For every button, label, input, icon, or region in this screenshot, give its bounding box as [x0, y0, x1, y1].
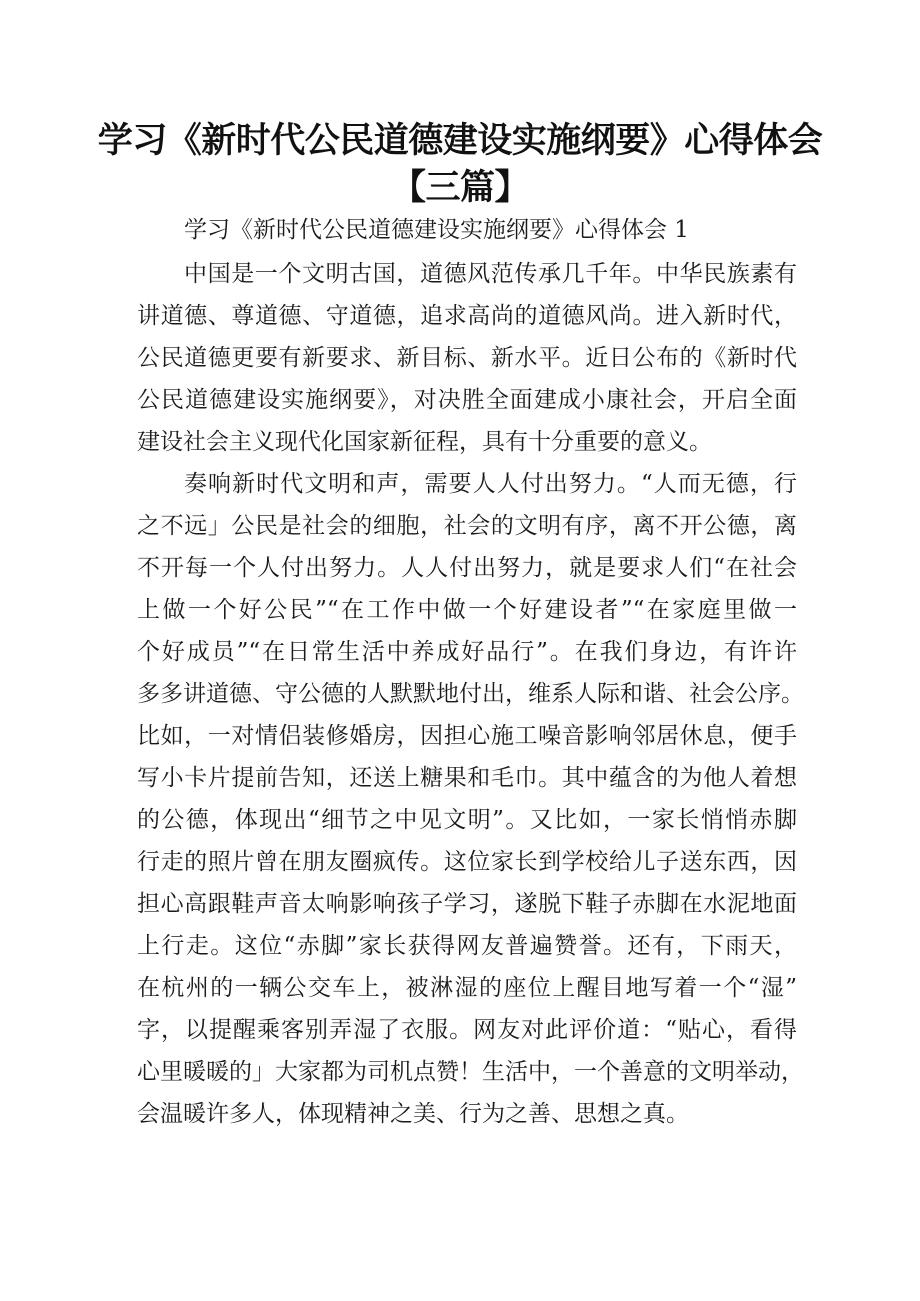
- document-title-suffix: 【三篇】: [390, 168, 529, 208]
- paragraph-1: [137, 253, 797, 463]
- paragraph-line: 比如，一对情侣装修婚房，因担心施工噪音影响邻居休息，便手: [137, 723, 797, 749]
- paragraph-line: 公民道德更要有新要求、新目标、新水平。近日公布的《新时代: [137, 345, 797, 371]
- paragraph-line: 的公德，体现出“细节之中见文明”。又比如，一家长悄悄赤脚: [137, 807, 797, 833]
- paragraph-line: 担心高跟鞋声音太响影响孩子学习，遂脱下鞋子赤脚在水泥地面: [137, 891, 797, 917]
- paragraph-line: 讲道德、尊道德、守道德，追求高尚的道德风尚。进入新时代，: [137, 303, 797, 329]
- paragraph-line: 多多讲道德、守公德的人默默地付出，维系人际和谐、社会公序。: [137, 681, 804, 707]
- paragraph-line: 中国是一个文明古国，道德风范传承几千年。中华民族素有: [184, 261, 797, 287]
- section-heading: [137, 209, 797, 251]
- paragraph-2: [137, 463, 804, 1135]
- paragraph-line: 上行走。这位“赤脚”家长获得网友普遍赞誉。还有，下雨天，: [137, 933, 797, 959]
- paragraph-line: 建设社会主义现代化国家新征程，具有十分重要的意义。: [137, 429, 712, 455]
- paragraph-line: 个好成员”“在日常生活中养成好品行”。在我们身边，有许许: [137, 639, 797, 665]
- document-title: 学习《新时代公民道德建设实施纲要》心得体会: [97, 121, 823, 161]
- paragraph-line: 写小卡片提前告知，还送上糖果和毛巾。其中蕴含的为他人着想: [137, 765, 797, 791]
- paragraph-line: 之不远」公民是社会的细胞，社会的文明有序，离不开公德，离: [137, 513, 797, 539]
- paragraph-line: 会温暖许多人，体现精神之美、行为之善、思想之真。: [137, 1101, 689, 1127]
- paragraph-line: 公民道德建设实施纲要》，对决胜全面建成小康社会，开启全面: [137, 387, 797, 413]
- paragraph-line: 在杭州的一辆公交车上，被淋湿的座位上醒目地写着一个“湿”: [137, 975, 797, 1001]
- paragraph-line: 心里暖暖的」大家都为司机点赞！生活中，一个善意的文明举动，: [137, 1059, 804, 1085]
- paragraph-line: 奏响新时代文明和声，需要人人付出努力。“人而无德，行: [184, 471, 797, 497]
- paragraph-line: 字，以提醒乘客别弄湿了衣服。网友对此评价道：“贴心，看得: [137, 1017, 797, 1043]
- paragraph-line: 不开每一个人付出努力。人人付出努力，就是要求人们“在社会: [137, 555, 797, 581]
- paragraph-line: 行走的照片曾在朋友圈疯传。这位家长到学校给儿子送东西，因: [137, 849, 797, 875]
- section-heading-text: 学习《新时代公民道德建设实施纲要》心得体会 1: [184, 217, 689, 243]
- paragraph-line: 上做一个好公民”“在工作中做一个好建设者”“在家庭里做一: [137, 597, 797, 623]
